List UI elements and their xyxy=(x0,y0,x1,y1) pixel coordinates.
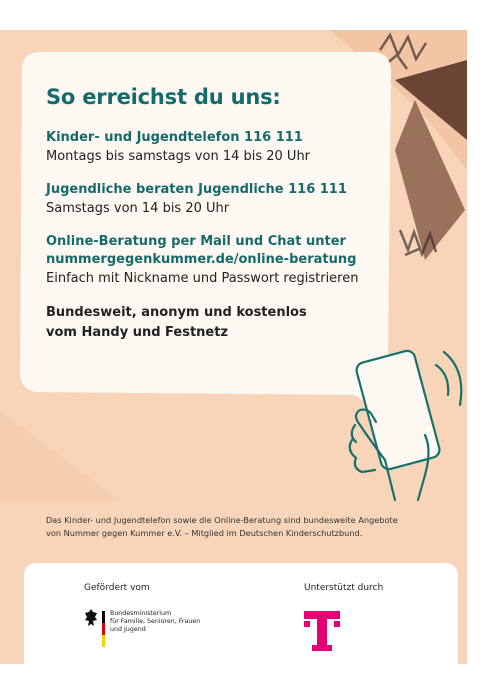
supported-by-label: Unterstützt durch xyxy=(304,583,384,593)
german-flag-icon xyxy=(102,611,105,647)
ministry-name-line-1: Bundesministerium xyxy=(110,610,172,617)
online-counseling-link[interactable]: nummergegenkummer.de/online-beratung xyxy=(46,252,357,267)
ministry-name-line-2: für Familie, Senioren, Frauen xyxy=(110,618,201,625)
closing-statement xyxy=(46,303,406,343)
closing-line-2: vom Handy und Festnetz xyxy=(46,325,229,340)
contact-title: Online-Beratung per Mail und Chat unter xyxy=(46,234,346,249)
footnote-line-2: von Nummer gegen Kummer e.V. – Mitglied im Deutschen Kinderschutzbund. xyxy=(46,528,363,538)
contact-title: Kinder- und Jugendtelefon 116 111 xyxy=(46,130,303,145)
federal-eagle-icon xyxy=(84,608,98,630)
ministry-name xyxy=(110,610,200,634)
sponsor-footer xyxy=(24,563,458,664)
headline: So erreichst du uns: xyxy=(46,85,281,109)
contact-block-peer-counseling xyxy=(46,181,406,218)
contact-block-online-counseling xyxy=(46,233,406,288)
contact-block-kids-phone xyxy=(46,129,406,166)
phone-in-hand-icon xyxy=(350,349,462,500)
funded-by-label: Gefördert vom xyxy=(84,583,150,593)
contact-content xyxy=(46,84,406,343)
contact-detail: Einfach mit Nickname und Passwort registrieren xyxy=(46,271,359,286)
ministry-name-line-3: und Jugend xyxy=(110,626,146,633)
contact-detail: Samstags von 14 bis 20 Uhr xyxy=(46,201,230,216)
contact-detail: Montags bis samstags von 14 bis 20 Uhr xyxy=(46,149,311,164)
poster xyxy=(0,30,467,664)
ministry-logo xyxy=(84,608,200,647)
contact-title: Jugendliche beraten Jugendliche 116 111 xyxy=(46,182,347,197)
footnote-line-1: Das Kinder- und Jugendtelefon sowie die Online-Beratung sind bundesweite Angebote xyxy=(46,515,398,525)
closing-line-1: Bundesweit, anonym und kostenlos xyxy=(46,305,307,320)
telekom-logo-icon xyxy=(304,611,340,651)
footnote xyxy=(46,514,426,540)
